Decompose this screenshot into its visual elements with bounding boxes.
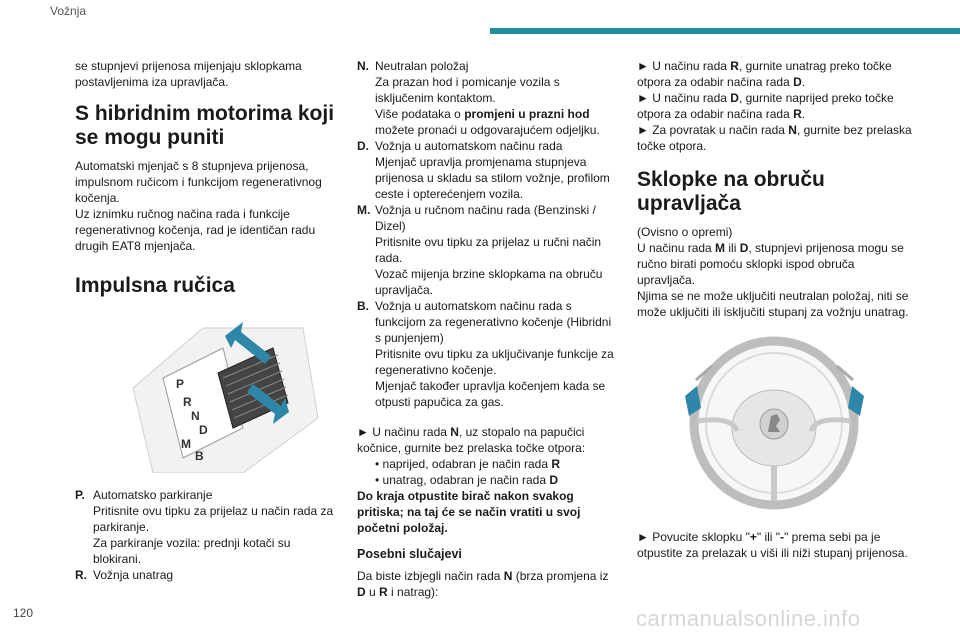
column-left [75,58,340,583]
lever-label-b: B [195,449,204,463]
gear-lever-illustration [113,308,340,477]
instruction-return-n: ► Za povratak u način rada N, gurnite bez prelaska točke otpora. [637,123,912,153]
lever-label-r: R [183,395,192,409]
heading-hybrid: S hibridnim motorima koji se mogu puniti [75,102,335,149]
peugeot-logo [760,409,788,439]
column-middle [357,58,619,600]
list-item-r: R. Vožnja unatrag [75,568,174,582]
section-header: Vožnja [50,4,87,18]
n-mode-instruction: ► U načinu rada N, uz stopalo na papučici kočnice, gurnite bez prelaska točke otpora: [357,425,586,455]
lever-label-p: P [176,377,185,391]
header-accent-bar [490,28,960,34]
bullet-backward: • unatrag, odabran je način rada D [375,473,558,487]
lever-label-d: D [199,423,208,437]
heading-paddles: Sklopke na obruču upravljača [637,168,825,215]
paddles-paragraph-2: Njima se ne može uključiti neutralan položaj, niti se može uključiti ili isključiti stupanj za vožnju unatrag. [637,289,909,319]
optional-equipment-note: (Ovisno o opremi) [637,225,733,239]
release-note: Do kraja otpustite birač nakon svakog pritiska; na taj će se način vratiti u svoj početni položaj. [357,489,581,535]
lever-label-n: N [191,409,200,423]
list-item-b: B. Vožnja u automatskom načinu rada s funkcijom za regenerativno kočenje (Hibridni s punjenjem) Pritisnite ovu tipku za uključivanje funkcije za regenerativno kočenje. Mjenjač također upravlja kočenjem kada se otpusti papučica za gas. [357,299,614,409]
instruction-d-to-r: ► U načinu rada D, gurnite naprijed preko točke otpora za odabir načina rada R. [637,91,894,121]
paddles-paragraph-1: U načinu rada M ili D, stupnjevi prijenosa mogu se ručno birati pomoću sklopki ispod obruča upravljača. [637,241,904,287]
heading-special-cases: Posebni slučajevi [357,547,462,561]
hybrid-paragraph-2: Uz iznimku ručnog načina rada i funkcije regenerativnog kočenja, rad je identičan radu drugih EAT8 mjenjača. [75,207,316,253]
list-item-n: N. Neutralan položaj Za prazan hod i pomicanje vozila s isključenim kontaktom. Više podataka o promjeni u prazni hod možete pronaći u odgovarajućem odjeljku. [357,59,600,137]
column-right [637,58,912,561]
list-item-p: P. Automatsko parkiranje Pritisnite ovu tipku za prijelaz u način rada za parkiranje. Za parkiranje vozila: prednji kotači su blokirani. [75,488,334,566]
paddle-instruction: ► Povucite sklopku "+" ili "-" prema sebi pa je otpustite za prelazak u viši ili niži stupanj prijenosa. [637,530,908,560]
intro-text: se stupnjevi prijenosa mijenjaju sklopkama postavljenima iza upravljača. [75,59,302,89]
instruction-r-to-d: ► U načinu rada R, gurnite unatrag preko točke otpora za odabir načina rada D. [637,59,892,89]
page-number: 120 [13,606,34,620]
watermark: carmanualsonline.info [636,606,861,631]
special-cases-text: Da biste izbjegli način rada N (brza promjena iz D u R i natrag): [357,569,609,599]
list-item-m: M. Vožnja u ručnom načinu rada (Benzinski / Dizel) Pritisnite ovu tipku za prijelaz u ručni način rada. Vozač mijenja brzine sklopkama na obruču upravljača. [357,203,603,297]
steering-wheel-illustration [667,336,912,515]
hybrid-paragraph-1: Automatski mjenjač s 8 stupnjeva prijenosa, impulsnom ručicom i funkcijom regenerativnog kočenja. [75,159,322,205]
heading-lever: Impulsna ručica [75,274,235,297]
bullet-forward: • naprijed, odabran je način rada R [375,457,560,471]
list-item-d: D. Vožnja u automatskom načinu rada Mjenjač upravlja promjenama stupnjeva prijenosa u skladu sa stilom vožnje, profilom ceste i opterećenjem vozila. [357,139,610,201]
lever-label-m: M [181,437,191,451]
